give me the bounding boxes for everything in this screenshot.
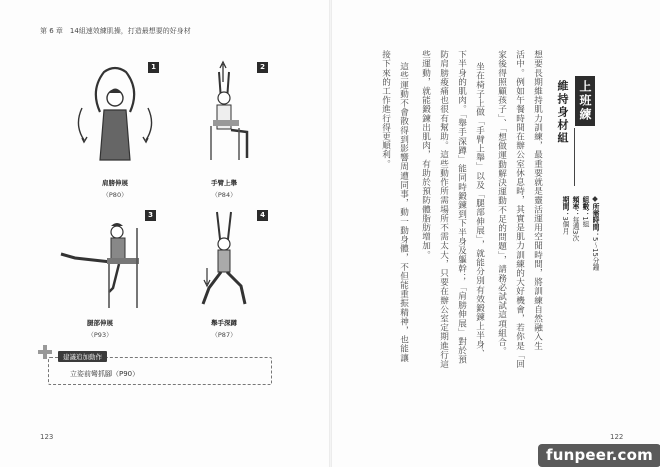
- body-line: 防肩膀痠痛也很有幫助。這些動作所需場所不需太大，只要在辦公室定期進行這: [438, 50, 449, 369]
- running-head: 第 6 章 14組速效練肌操，打造最想要的好身材: [40, 27, 191, 35]
- section-tag: 上班練: [575, 76, 595, 126]
- shoulder-stretch-illustration: [70, 60, 160, 170]
- body-line: 家後得照顧孩子」、「想做運動解決運動不足的問題」，請務必試試這項組合。: [496, 50, 507, 356]
- plus-icon: [38, 345, 52, 359]
- figure-page-ref: （P93）: [87, 331, 113, 339]
- section-heading: [553, 76, 597, 186]
- figure-title: 舉手深蹲: [211, 319, 237, 327]
- book-gutter: [329, 0, 332, 467]
- figure-arm-raise: [195, 60, 275, 200]
- section-title: 維持身材組: [556, 80, 569, 145]
- body-line: 坐在椅子上做「手臂上舉」以及「腿部伸展」，就能分別有效鍛鍊上半身、: [474, 62, 485, 358]
- suggestion-tag: 建議追加動作: [58, 351, 107, 362]
- figure-shoulder-stretch: [70, 60, 160, 200]
- body-line: 活中。例如午餐時間在辦公室休息時，其實是肌力訓練的大好機會，若你是「回: [514, 50, 525, 369]
- page-number-left: 123: [40, 433, 54, 441]
- body-line: 下半身的肌肉。「舉手深蹲」能同時鍛鍊到下半身及軀幹；「肩膀伸展」對於預: [456, 50, 467, 365]
- suggestion-text: 立姿前彎抓腳（P90）: [70, 370, 140, 378]
- body-line: 接下來的工作進行得更順利。: [380, 50, 391, 169]
- figure-page-ref: （P80）: [102, 191, 128, 199]
- body-line: 想要長期維持肌力訓練，最重要就是靈活運用空閒時間，將訓練自然融入生: [532, 50, 543, 351]
- divider: [574, 128, 575, 186]
- info-frequency: 頻率：每週3次: [571, 196, 579, 242]
- body-line: 些運動，就能鍛鍊出肌肉，有助於預防體脂肪增加。: [420, 50, 431, 260]
- leg-stretch-illustration: [55, 208, 165, 313]
- figure-leg-stretch: [55, 208, 165, 343]
- figure-number: 2: [257, 62, 268, 73]
- figure-number: 3: [145, 210, 156, 221]
- info-sets: 組數：1組: [581, 196, 589, 228]
- figure-number: 4: [257, 210, 268, 221]
- figure-page-ref: （P84）: [211, 191, 237, 199]
- arm-squat-illustration: [195, 208, 275, 313]
- figure-number: 1: [148, 62, 159, 73]
- figure-arm-squat: [195, 208, 275, 343]
- figure-page-ref: （P87）: [211, 331, 237, 339]
- arm-raise-illustration: [195, 60, 275, 170]
- info-time: 所需時間：5～15分鐘: [590, 196, 600, 406]
- body-line: 這些運動不會散得到影響周遭同事，動一動身體，不但能重振精神，也能讓: [398, 62, 409, 363]
- watermark-logo: funpeer.com: [538, 444, 660, 467]
- figure-title: 腿部伸展: [87, 319, 113, 327]
- info-period: 期間：3個月: [561, 196, 569, 235]
- page-number-right: 122: [610, 433, 624, 441]
- info-block: [560, 196, 600, 406]
- diamond-icon: [592, 196, 598, 202]
- figure-title: 肩膀伸展: [102, 179, 128, 187]
- figure-title: 手臂上舉: [211, 179, 237, 187]
